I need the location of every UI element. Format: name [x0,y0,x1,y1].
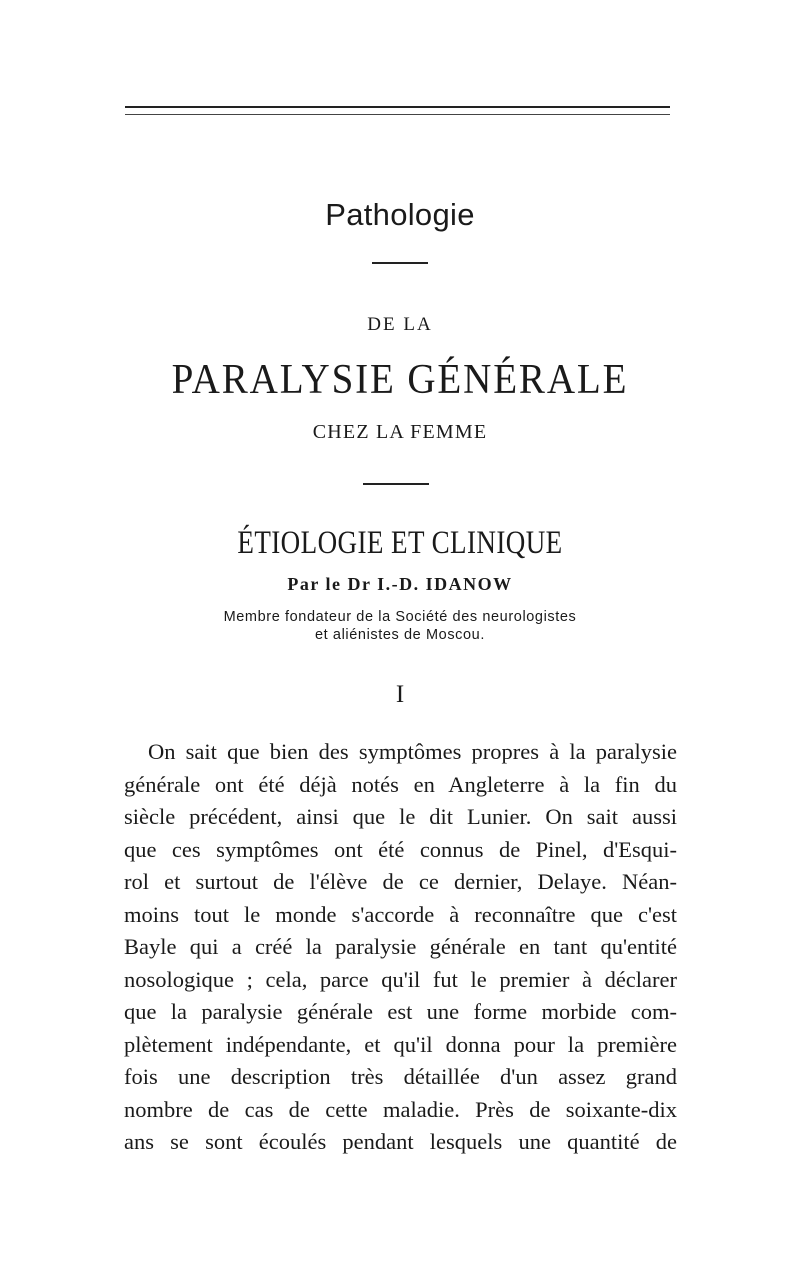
text-line: rol et surtout de l'élève de ce dernier, Delaye. Néan- [124,869,677,894]
text-line: plètement indépendante, et qu'il donna pour la première [124,1031,677,1057]
text-line: que ces symptômes ont été connus de Pinel, d'Esqui- [124,836,677,862]
author-affiliation: et aliénistes de Moscou. [315,627,485,643]
section-number: I [395,681,405,708]
author-affiliation: Membre fondateur de la Société des neurologistes [223,609,577,625]
divider-rule [363,483,429,485]
text-line: moins tout le monde s'accorde à reconnaître que c'est [124,901,677,927]
subtitle: CHEZ LA FEMME [312,421,488,443]
text-line: siècle précédent, ainsi que le dit Lunier. On sait aussi [124,804,677,829]
header-rule-thin [125,114,670,115]
text-line: générale ont été déjà notés en Angleterre à la fin du [124,771,677,797]
section-label: Pathologie [325,197,475,232]
header-rule-thick [125,106,670,108]
main-title: PARALYSIE GÉNÉRALE [171,357,629,403]
text-line: que la paralysie générale est une forme morbide com- [124,999,677,1024]
divider-rule [372,262,428,264]
text-line: nombre de cas de cette maladie. Près de soixante-dix [124,1096,677,1122]
article-heading: ÉTIOLOGIE ET CLINIQUE [237,525,563,561]
text-line: nosologique ; cela, parce qu'il fut le premier à déclarer [124,966,677,992]
author-line: Par le Dr I.-D. IDANOW [287,574,513,594]
title-prefix: DE LA [367,314,433,335]
text-line: fois une description très détaillée d'un assez grand [124,1064,677,1089]
text-line: ans se sont écoulés pendant lesquels une quantité de [124,1129,677,1154]
body-paragraph [124,736,677,1159]
text-line: Bayle qui a créé la paralysie générale en tant qu'entité [124,934,677,959]
text-line: On sait que bien des symptômes propres à la paralysie [148,739,677,764]
